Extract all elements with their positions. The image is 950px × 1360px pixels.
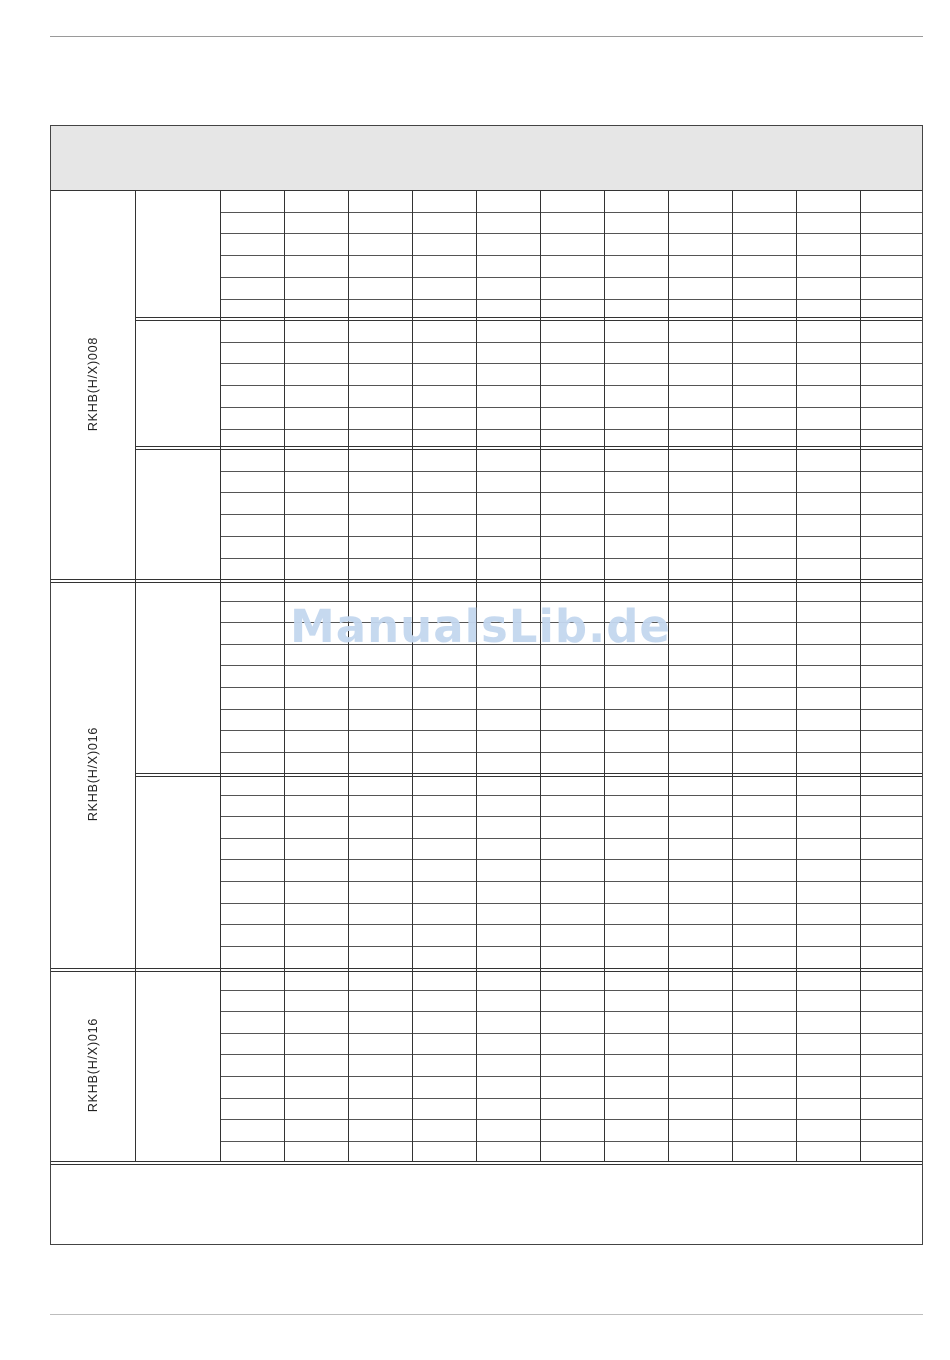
model-label-2: RKHB(H/X)016	[86, 726, 100, 822]
top-rule	[50, 36, 923, 37]
table-border	[50, 125, 923, 1245]
bottom-rule	[50, 1314, 923, 1315]
model-label-3: RKHB(H/X)016	[86, 1017, 100, 1113]
model-label-1: RKHB(H/X)008	[86, 336, 100, 432]
watermark-text: ManualsLib.de	[290, 600, 671, 653]
data-table	[50, 125, 923, 1245]
